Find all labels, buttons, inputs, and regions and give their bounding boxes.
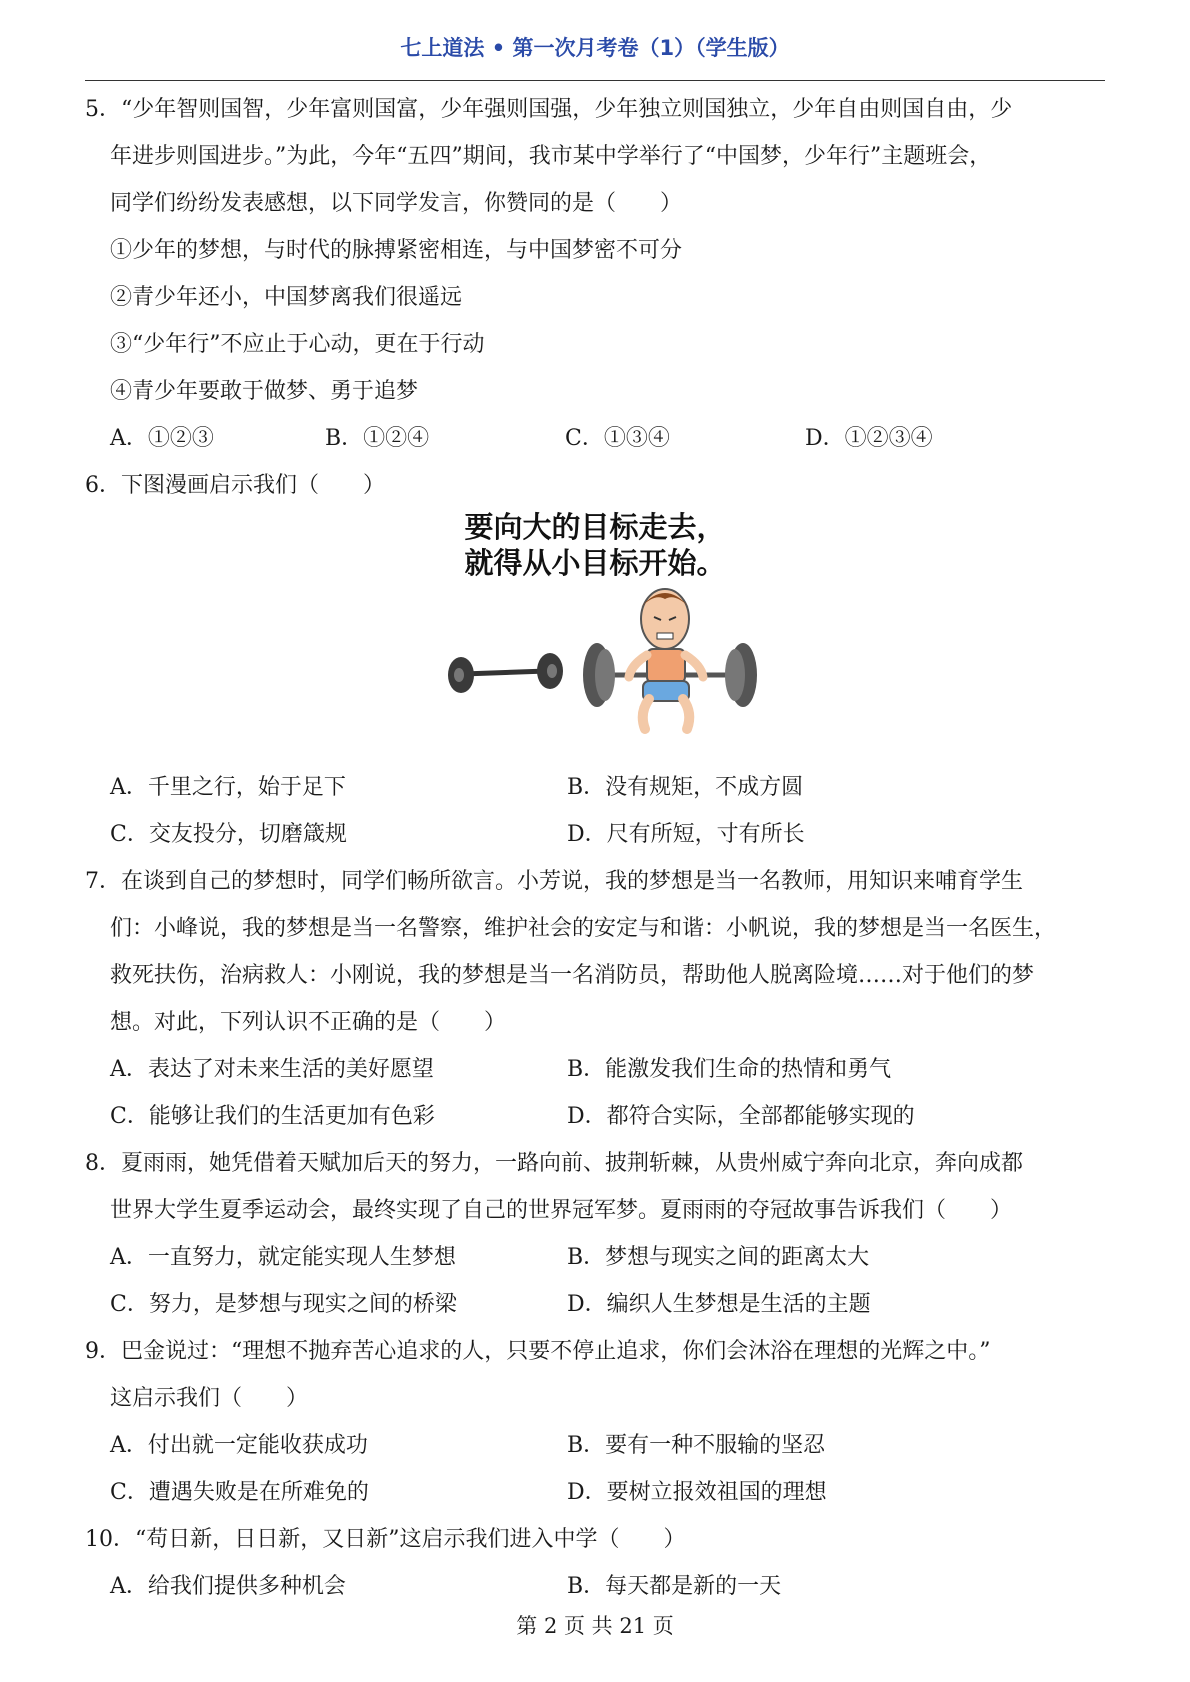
- statement-4: ④青少年要敢于做梦、勇于追梦: [110, 379, 419, 404]
- options-row: [85, 415, 1105, 462]
- options-row: [85, 1234, 1105, 1281]
- small-barbell-icon: [448, 653, 563, 693]
- question-stem: 想。对此，下列认识不正确的是（ ）: [110, 1010, 507, 1035]
- options-row: [85, 1093, 1105, 1140]
- question-7: [85, 858, 1105, 1140]
- option-c[interactable]: C．①③④: [565, 426, 670, 451]
- option-b[interactable]: B．①②④: [325, 426, 430, 451]
- option-c[interactable]: C．能够让我们的生活更加有色彩: [110, 1104, 435, 1129]
- statement-2: ②青少年还小，中国梦离我们很遥远: [110, 285, 463, 310]
- option-a[interactable]: A．表达了对未来生活的美好愿望: [110, 1057, 434, 1082]
- options-row: [85, 1046, 1105, 1093]
- options-row: [85, 1422, 1105, 1469]
- statement-3: ③“少年行”不应止于心动，更在于行动: [110, 332, 485, 357]
- option-a[interactable]: A．付出就一定能收获成功: [110, 1433, 368, 1458]
- page-header: [85, 30, 1105, 81]
- question-stem: 年进步则国进步。”为此，今年“五四”期间，我市某中学举行了“中国梦，少年行”主题班会，: [110, 144, 992, 169]
- option-b[interactable]: B．要有一种不服输的坚忍: [567, 1433, 826, 1458]
- question-10: [85, 1516, 1105, 1610]
- options-row: [85, 764, 1105, 811]
- question-stem: 7．在谈到自己的梦想时，同学们畅所欲言。小芳说，我的梦想是当一名教师，用知识来哺育学生: [85, 869, 1024, 894]
- option-d[interactable]: D．要树立报效祖国的理想: [567, 1480, 827, 1505]
- option-b[interactable]: B．梦想与现实之间的距离太大: [567, 1245, 870, 1270]
- options-row: [85, 1281, 1105, 1328]
- statement-1: ①少年的梦想，与时代的脉搏紧密相连，与中国梦密不可分: [110, 238, 683, 263]
- question-6: [85, 462, 1105, 858]
- question-stem: 8．夏雨雨，她凭借着天赋加后天的努力，一路向前、披荆斩棘，从贵州威宁奔向北京，奔向成都: [85, 1151, 1024, 1176]
- question-stem: 世界大学生夏季运动会，最终实现了自己的世界冠军梦。夏雨雨的夺冠故事告诉我们（ ）: [110, 1198, 1013, 1223]
- question-8: [85, 1140, 1105, 1328]
- lifter-figure: [629, 589, 703, 729]
- option-b[interactable]: B．能激发我们生命的热情和勇气: [567, 1057, 892, 1082]
- option-a[interactable]: A．千里之行，始于足下: [110, 775, 346, 800]
- option-a[interactable]: A．给我们提供多种机会: [110, 1574, 346, 1599]
- option-d[interactable]: D．编织人生梦想是生活的主题: [567, 1292, 871, 1317]
- question-stem: 5．“少年智则国智，少年富则国富，少年强则国强，少年独立则国独立，少年自由则国自由，少: [85, 97, 1013, 122]
- question-stem: 这启示我们（ ）: [110, 1386, 309, 1411]
- page-number: 第 2 页 共 21 页: [516, 1614, 674, 1638]
- option-a[interactable]: A．①②③: [110, 426, 214, 451]
- weightlifter-cartoon-icon: [435, 579, 765, 749]
- option-d[interactable]: D．都符合实际，全部都能够实现的: [567, 1104, 915, 1129]
- question-stem: 9．巴金说过：“理想不抛弃苦心追求的人，只要不停止追求，你们会沐浴在理想的光辉之中。”: [85, 1339, 991, 1364]
- option-b[interactable]: B．每天都是新的一天: [567, 1574, 782, 1599]
- question-stem: 6．下图漫画启示我们（ ）: [85, 473, 385, 498]
- option-d[interactable]: D．尺有所短，寸有所长: [567, 822, 805, 847]
- question-stem: 们：小峰说，我的梦想是当一名警察，维护社会的安定与和谐：小帆说，我的梦想是当一名医生，: [110, 916, 1057, 941]
- question-stem: 同学们纷纷发表感想，以下同学发言，你赞同的是（ ）: [110, 191, 683, 216]
- option-c[interactable]: C．交友投分，切磨箴规: [110, 822, 347, 847]
- question-stem: 10．“苟日新，日日新，又日新”这启示我们进入中学（ ）: [85, 1527, 686, 1552]
- question-list: [85, 86, 1105, 1610]
- question-5: [85, 86, 1105, 462]
- options-row: [85, 1563, 1105, 1610]
- options-row: [85, 1469, 1105, 1516]
- option-d[interactable]: D．①②③④: [805, 426, 933, 451]
- comic-illustration: [85, 509, 1105, 764]
- comic-caption: 要向大的目标走去， 就得从小目标开始。: [464, 510, 726, 580]
- option-b[interactable]: B．没有规矩，不成方圆: [567, 775, 804, 800]
- option-a[interactable]: A．一直努力，就定能实现人生梦想: [110, 1245, 456, 1270]
- question-9: [85, 1328, 1105, 1516]
- option-c[interactable]: C．努力，是梦想与现实之间的桥梁: [110, 1292, 457, 1317]
- question-stem: 救死扶伤，治病救人：小刚说，我的梦想是当一名消防员，帮助他人脱离险境……对于他们的梦: [110, 963, 1035, 988]
- option-c[interactable]: C．遭遇失败是在所难免的: [110, 1480, 369, 1505]
- exam-title: 七上道法 • 第一次月考卷（1）（学生版）: [400, 36, 790, 60]
- options-row: [85, 811, 1105, 858]
